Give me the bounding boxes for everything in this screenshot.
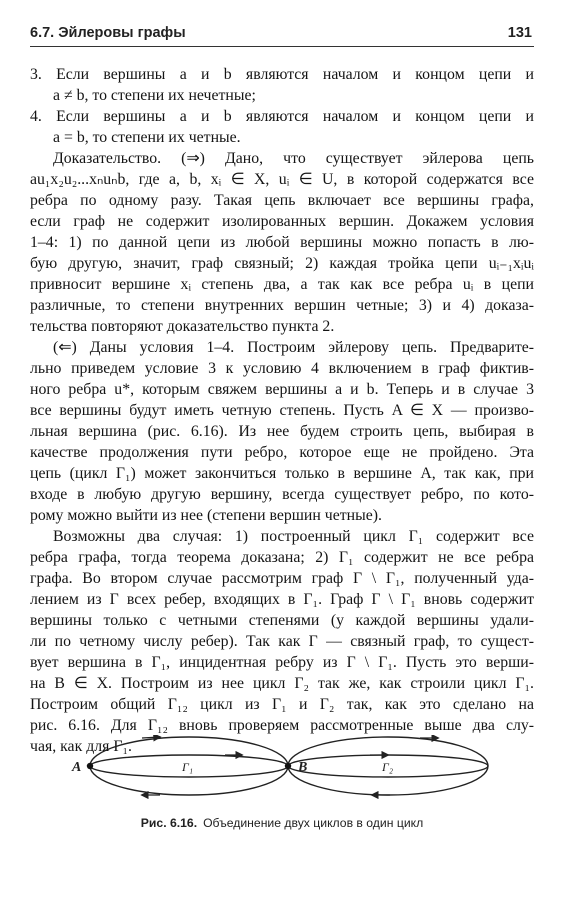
text-line: Построим общий Γ₁₂ цикл из Γ₁ и Γ₂ так, как это сделано на bbox=[30, 696, 534, 713]
text-line: рому можно выйти из нее (степени вершин четные). bbox=[30, 507, 382, 524]
text-line: льно приведем условие 3 к условию 4 включением в граф фиктив- bbox=[30, 360, 534, 377]
text-line: все вершины будут иметь четную степень. Пусть A ∈ X — произво- bbox=[30, 402, 534, 419]
body-text bbox=[30, 64, 534, 757]
text-line: на B ∈ X. Построим из нее цикл Γ₂ так же, как строили цикл Γ₁. bbox=[30, 675, 534, 692]
cycle-g2-label: Γ₂ bbox=[382, 760, 393, 774]
text-line: ли по четному числу ребер). Так как Γ — связный граф, то сущест- bbox=[30, 633, 534, 650]
cycle-diagram bbox=[30, 735, 534, 807]
vertex-a-label: A bbox=[72, 760, 82, 775]
text-line: цепь (цикл Γ₁) может закончиться только в вершине A, так как, при bbox=[30, 465, 534, 482]
text-line: ребра по одному разу. Такая цепь включает все вершины графа, bbox=[30, 192, 534, 209]
text-line: вует вершина в Γ₁, инцидентная ребру из Γ \ Γ₁. Пусть это верши- bbox=[30, 654, 534, 671]
vertex-b bbox=[285, 763, 291, 769]
text-line: au₁x₂u₂...xₙuₙb, где a, b, xᵢ ∈ X, uᵢ ∈ U, в которой содержатся все bbox=[30, 171, 534, 188]
text-line: 1–4: 1) по данной цепи из любой вершины можно попасть в лю- bbox=[30, 234, 534, 251]
figure-caption bbox=[30, 816, 534, 830]
text-line: графа. Во втором случае рассмотрим граф Γ \ Γ₁, полученный уда- bbox=[30, 570, 534, 587]
text-line: лением из Γ всех ребер, входящих в Γ₁. Граф Γ \ Γ₁ вновь содержит bbox=[30, 591, 534, 608]
cycle-g1-label: Γ₁ bbox=[182, 760, 193, 774]
text-line: 4. Если вершины a и b являются началом и концом цепи и bbox=[30, 108, 534, 125]
text-line: льная вершина (рис. 6.16). Из нее будем строить цепь, выбирая в bbox=[30, 423, 534, 440]
running-header bbox=[30, 22, 534, 47]
vertex-b-label: B bbox=[298, 760, 308, 775]
text-line: различные, то степени внутренних вершин четные; 3) и 4) доказа- bbox=[30, 297, 534, 314]
text-line: входе в любую другую вершину, всегда существует ребро, по кото- bbox=[30, 486, 534, 503]
text-line: ребра графа, тогда теорема доказана; 2) Γ₁ содержит не все ребра bbox=[30, 549, 534, 566]
figure-caption-text: Объединение двух циклов в один цикл bbox=[203, 816, 424, 830]
text-line: чая, как для Γ₁. bbox=[30, 738, 132, 755]
text-line: рис. 6.16. Для Γ₁₂ вновь проверяем рассмотренные выше два слу- bbox=[30, 717, 534, 734]
text-line: a ≠ b, то степени их нечетные; bbox=[53, 87, 256, 104]
figure-number: Рис. 6.16. bbox=[140, 816, 198, 830]
vertex-a bbox=[87, 763, 93, 769]
text-line: если граф не содержит изолированных вершин. Докажем условия bbox=[30, 213, 534, 230]
chapter-title: 6.7. Эйлеровы графы bbox=[30, 25, 186, 41]
text-line: 3. Если вершины a и b являются началом и концом цепи и bbox=[30, 66, 534, 83]
text-line: ного ребра u*, которым свяжем вершины a и b. Теперь и в случае 3 bbox=[30, 381, 534, 398]
text-line: привносит вершине xᵢ степень два, а так как все ребра uᵢ в цепи bbox=[30, 276, 534, 293]
text-line: бую другую, значит, граф связный; 2) каждая тройка цепи uᵢ₋₁xᵢuᵢ bbox=[30, 255, 534, 272]
text-line: качестве продолжения пути ребро, которое еще не пройдено. Эта bbox=[30, 444, 534, 461]
text-line: вершины только с четными степенями (у каждой вершины удали- bbox=[30, 612, 534, 629]
text-line: Возможны два случая: 1) построенный цикл Γ₁ содержит все bbox=[53, 528, 534, 545]
text-line: a = b, то степени их четные. bbox=[53, 129, 241, 146]
page-number: 131 bbox=[507, 25, 532, 41]
text-line: (⇐) Даны условия 1–4. Построим эйлерову цепь. Предварите- bbox=[53, 339, 534, 356]
text-line: Доказательство. (⇒) Дано, что существует эйлерова цепь bbox=[53, 150, 534, 167]
text-line: тельства повторяют доказательство пункта 2. bbox=[30, 318, 335, 335]
